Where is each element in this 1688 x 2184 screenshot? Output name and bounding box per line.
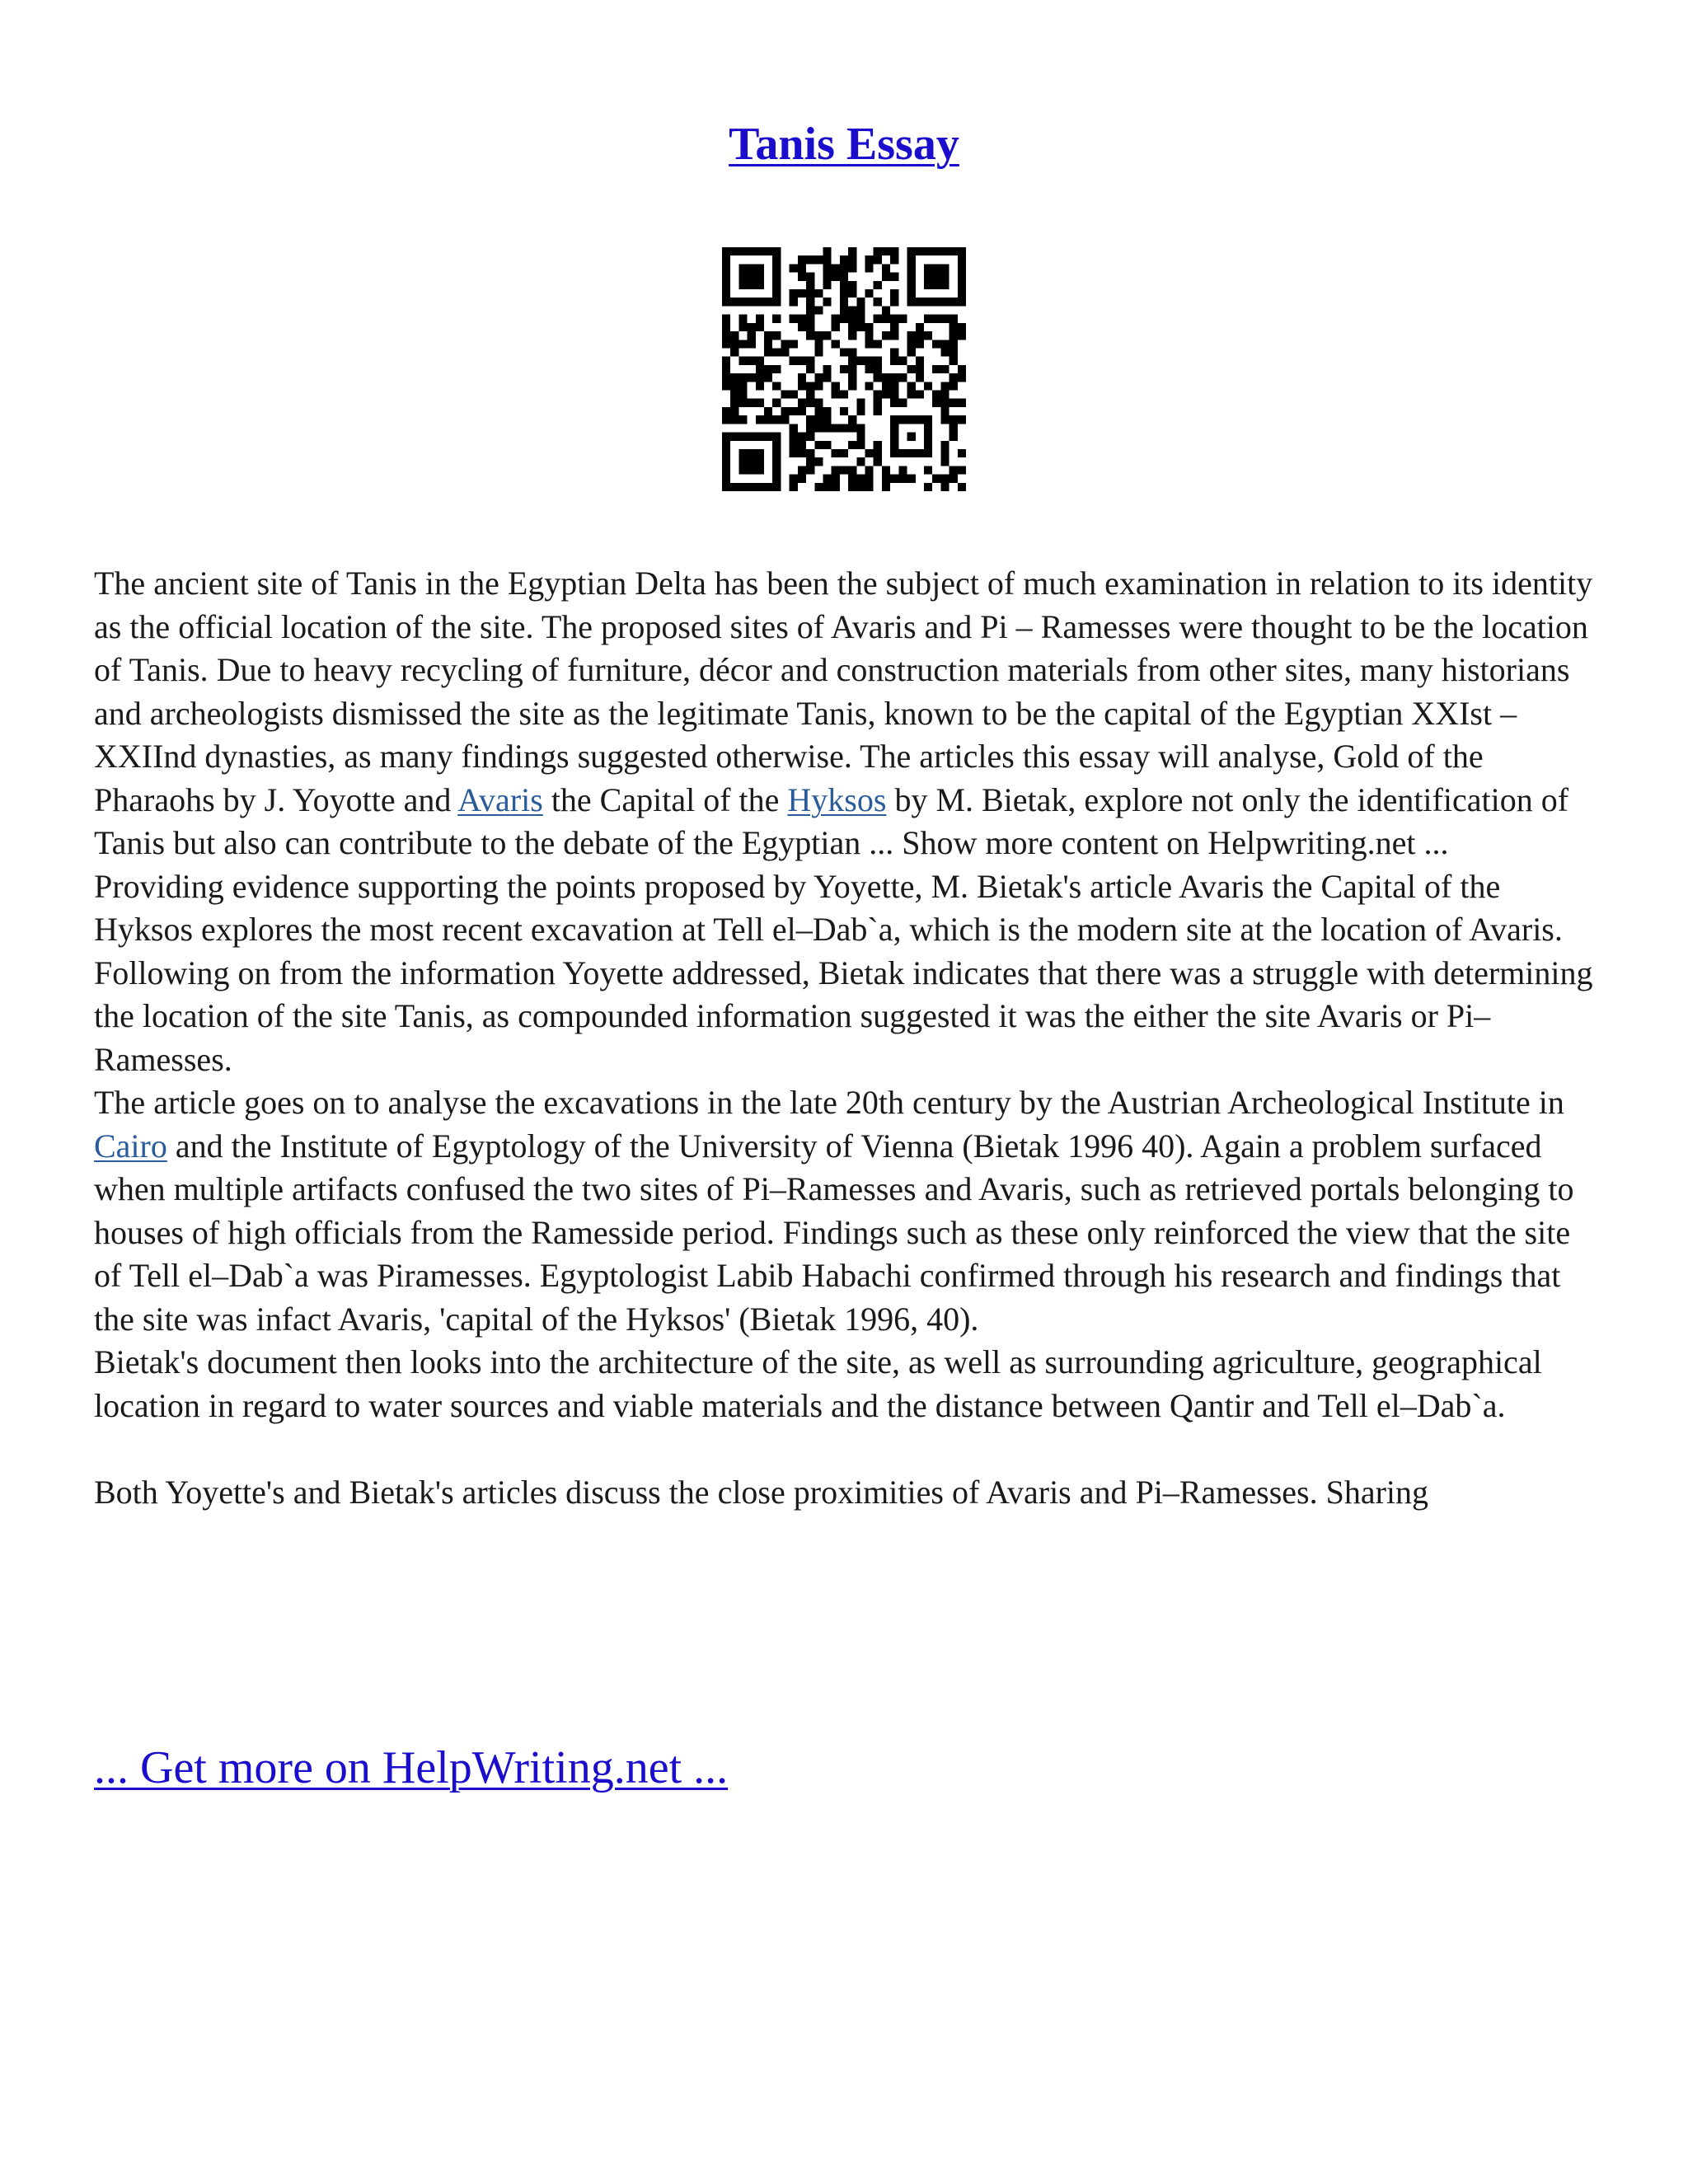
get-more-paragraph [94, 1739, 728, 1797]
get-more-link[interactable]: ... Get more on HelpWriting.net ... [94, 1742, 729, 1793]
cairo-link[interactable]: Cairo [94, 1127, 167, 1165]
title-link[interactable]: Tanis Essay [729, 119, 959, 170]
paragraph-4: Bietak's document then looks into the architecture of the site, as well as surrounding agriculture, geographical location in regard to water sources and viable materials and the distance between Qantir and Tell el–Dab`a. [94, 1343, 1542, 1424]
paragraph-2: Providing evidence supporting the points proposed by Yoyette, M. Bietak's article Avaris the Capital of the Hyksos explores the most recent excavation at Tell el–Dab`a, which is the modern site at the location of Avaris. Following on from the information Yoyette addressed, Bietak indicates that there was a struggle with determining the location of the site Tanis, as compounded information suggested it was the either the site Avaris or Pi–Ramesses. [94, 867, 1593, 1078]
paragraph-3: The article goes on to analyse the excavations in the late 20th century by the Austrian Archeological Institute in Cairo and the Institute of Egyptology of the University of Vienna (Bietak 1996 40). Again a problem surfaced when multiple artifacts confused the two sites of Pi–Ramesses and Avaris, such as retrieved portals belonging to houses of high officials from the Ramesside period. Findings such as these only reinforced the view that the site of Tell el–Dab`a was Piramesses. Egyptologist Labib Habachi confirmed through his research and findings that the site was infact Avaris, 'capital of the Hyksos' (Bietak 1996, 40). [94, 1084, 1574, 1338]
page-title [0, 115, 1688, 173]
paragraph-5: Both Yoyette's and Bietak's articles discuss the close proximities of Avaris and Pi–Ramesses. Sharing [94, 1473, 1429, 1511]
qr-code-icon [722, 247, 966, 491]
essay-body [94, 562, 1602, 1514]
paragraph-1: The ancient site of Tanis in the Egyptian Delta has been the subject of much examination in relation to its identity as the official location of the site. The proposed sites of Avaris and Pi – Ramesses were thought to be the location of Tanis. Due to heavy recycling of furniture, décor and construction materials from other sites, many historians and archeologists dismissed the site as the legitimate Tanis, known to be the capital of the Egyptian XXIst – XXIInd dynasties, as many findings suggested otherwise. The articles this essay will analyse, Gold of the Pharaohs by J. Yoyotte and Avaris the Capital of the Hyksos by M. Bietak, explore not only the identification of Tanis but also can contribute to the debate of the Egyptian ... Show more content on Helpwriting.net ... [94, 565, 1593, 861]
hyksos-link[interactable]: Hyksos [787, 780, 887, 818]
paragraph-gap [94, 1427, 1602, 1471]
qr-code-graphic [722, 247, 966, 491]
avaris-link[interactable]: Avaris [457, 780, 543, 818]
